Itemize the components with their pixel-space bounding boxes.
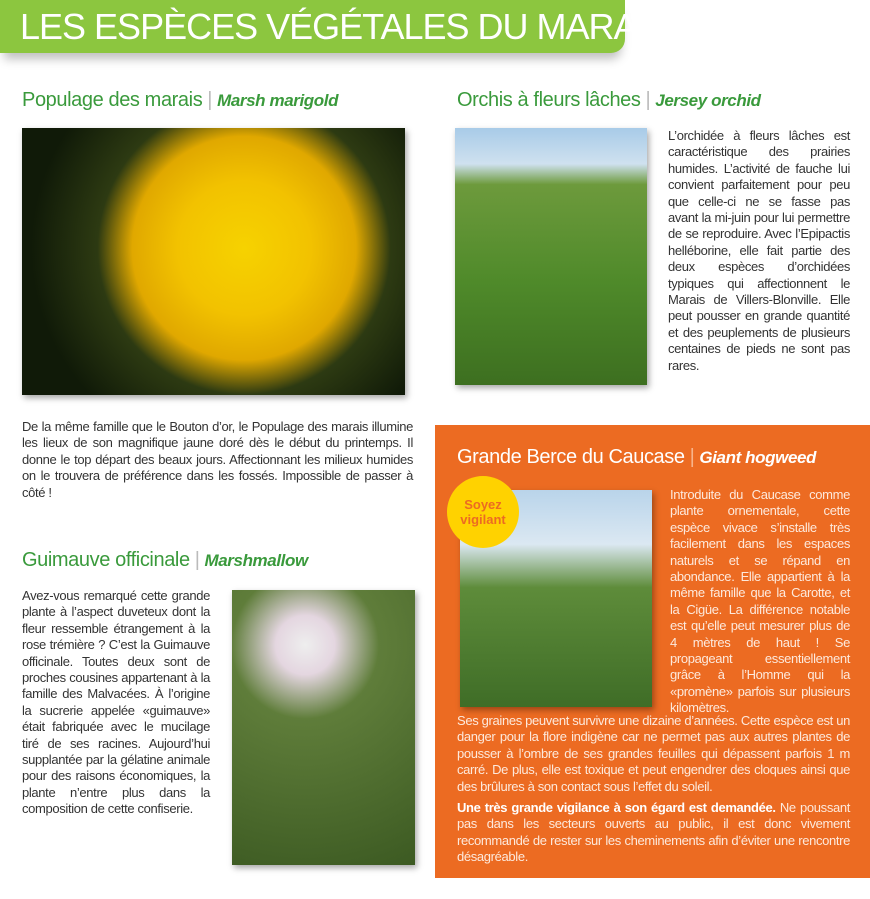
berce-name: Grande Berce du Caucase (457, 446, 685, 468)
marsh-marigold-photo (22, 128, 405, 395)
berce-text-3-rest: Ne poussant pas dans les secteurs ouverts au public, il est donc vivement recommandé de rester sur les cheminements afin d’éviter une rencontre désagréable. (457, 800, 850, 865)
guimauve-heading: Guimauve officinale | Marshmallow (22, 549, 308, 571)
berce-text-3 (457, 800, 850, 866)
guimauve-text: Avez-vous remarqué cette grande plante à l’aspect duveteux dont la fleur ressemble étrangement à la rose trémière ? C’est la Guimauve officinale. Toutes deux sont de proches cousines appartenant à la famille des Malvacées. À l’origine la sucrerie appelée «guimauve» était fabriquée avec le mucilage tiré de ses racines. Aujourd’hui supplantée par la gélatine animale pour des raisons économiques, la plante n’entre plus dans la composition de cette confiserie. (22, 588, 210, 817)
populage-heading: Populage des marais | Marsh marigold (22, 89, 339, 111)
page-title: LES ESPÈCES VÉGÉTALES DU MARAIS (20, 6, 669, 47)
orchis-name: Orchis à fleurs lâches (457, 89, 641, 111)
berce-warning: Une très grande vigilance à son égard est demandée. (457, 800, 776, 815)
populage-text: De la même famille que le Bouton d’or, le Populage des marais illumine les lieux de son magnifique jaune doré dès le début du printemps. Il donne le top départ des beaux jours. Affectionnant les milieux humides on le trouvera de préférence dans les fossés. Impossible de passer à côté ! (22, 419, 413, 500)
orchid-photo (455, 128, 647, 385)
berce-heading: Grande Berce du Caucase | Giant hogweed (457, 446, 817, 468)
populage-name: Populage des marais (22, 89, 203, 111)
guimauve-english: Marshmallow (204, 551, 308, 570)
marshmallow-photo (232, 590, 415, 865)
guimauve-name: Guimauve officinale (22, 549, 190, 571)
vigilant-badge (450, 479, 516, 545)
populage-english: Marsh marigold (217, 91, 339, 110)
badge-text: Soyez vigilant (460, 497, 506, 527)
title-banner (0, 0, 669, 53)
berce-text-2: Ses graines peuvent survivre une dizaine d’années. Cette espèce est un danger pour la flore indigène car ne permet pas aux autres plantes de pousser à l’ombre de ses grandes feuilles qui dépassent parfois 1 m carré. De plus, elle est toxique et peut engendrer des cloques ainsi que des brûlures à son contact sous l’effet du soleil. (457, 713, 850, 794)
berce-english: Giant hogweed (699, 448, 817, 467)
orchis-english: Jersey orchid (655, 91, 761, 110)
orchis-heading: Orchis à fleurs lâches | Jersey orchid (457, 89, 761, 111)
berce-text-1: Introduite du Caucase comme plante ornementale, cette espèce vivace s’installe très facilement dans les espaces naturels et se répand en abondance. Elle appartient à la même famille que la Carotte, et la Cigüe. La différence notable est qu’elle peut mesurer plus de 4 mètres de haut ! Se propageant essentiellement grâce à l’Homme qui la «promène» parfois sur plusieurs kilomètres. (670, 487, 850, 716)
orchis-text: L’orchidée à fleurs lâches est caractéristique des prairies humides. L’activité de fauche lui convient parfaitement pour peu que celle-ci ne se fasse pas avant la mi-juin pour lui permettre de se reproduire. Avec l’Epipactis helléborine, elle fait partie des deux espèces d’orchidées typiques qui affectionnent le Marais de Villers-Blonville. Elle peut pousser en grande quantité et des peuplements de plusieurs centaines de pieds ne sont pas rares. (668, 128, 850, 373)
